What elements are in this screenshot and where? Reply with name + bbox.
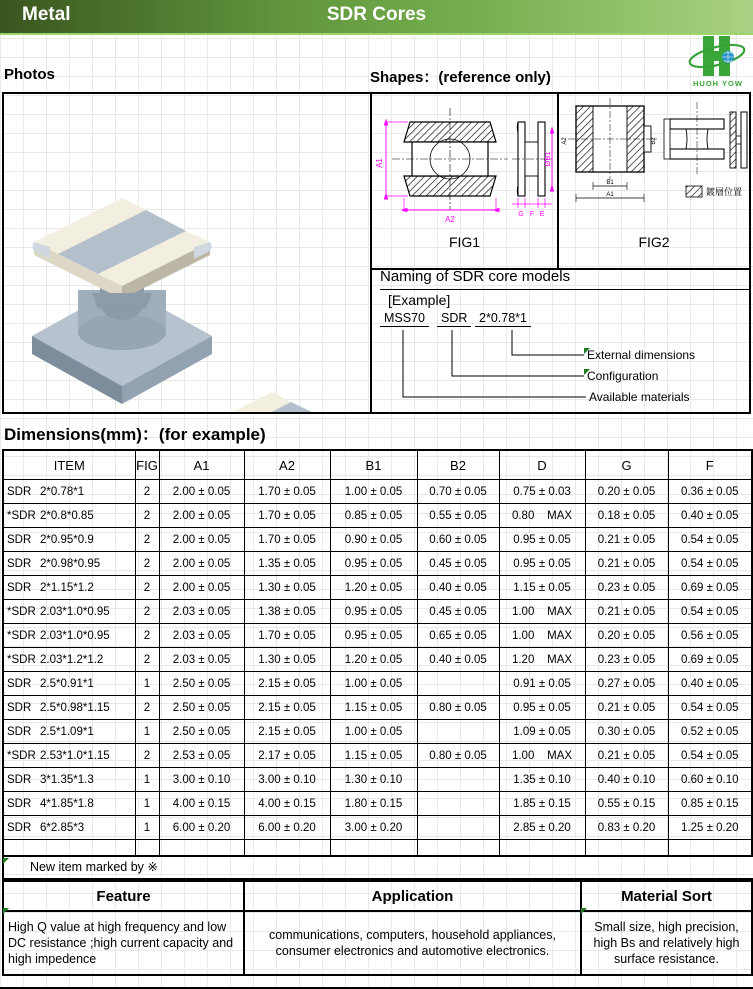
value-cell: 2.15 ± 0.05 — [244, 720, 330, 744]
fig2-drawing — [560, 94, 749, 232]
value-cell: 1.30 ± 0.05 — [244, 576, 330, 600]
naming-part-configuration: SDR — [437, 311, 471, 327]
empty-cell — [135, 840, 159, 857]
comment-marker-icon — [581, 908, 587, 914]
value-cell: 0.95 ± 0.05 — [499, 696, 585, 720]
value-cell: 2.85 ± 0.20 — [499, 816, 585, 840]
new-item-note: New item marked by ※ — [2, 857, 753, 880]
value-cell: 0.70 ± 0.05 — [417, 480, 499, 504]
fig-cell: 2 — [135, 600, 159, 624]
value-cell — [417, 816, 499, 840]
item-cell: *SDR 2.03*1.2*1.2 — [3, 648, 135, 672]
column-header: A2 — [244, 450, 330, 480]
fig-cell: 1 — [135, 768, 159, 792]
value-cell: 1.35 ± 0.05 — [244, 552, 330, 576]
item-cell: SDR 3*1.35*1.3 — [3, 768, 135, 792]
value-cell: 1.15 ± 0.05 — [330, 696, 417, 720]
info-content-row — [3, 911, 752, 975]
value-cell: 0.85 ± 0.05 — [330, 504, 417, 528]
value-cell: 1.70 ± 0.05 — [244, 480, 330, 504]
column-header: FIG — [135, 450, 159, 480]
value-cell: 1.00 MAX — [499, 600, 585, 624]
value-cell: 6.00 ± 0.20 — [244, 816, 330, 840]
callout-configuration: Configuration — [587, 369, 659, 383]
svg-text:A1: A1 — [375, 158, 384, 168]
empty-row — [3, 840, 752, 857]
value-cell: 2.00 ± 0.05 — [159, 552, 244, 576]
value-cell: 1.85 ± 0.15 — [499, 792, 585, 816]
value-cell: 0.54 ± 0.05 — [668, 600, 752, 624]
value-cell: 0.45 ± 0.05 — [417, 552, 499, 576]
naming-part-dimensions: 2*0.78*1 — [475, 311, 531, 327]
value-cell: 0.40 ± 0.05 — [417, 576, 499, 600]
fig1-drawing — [372, 94, 557, 232]
column-header: ITEM — [3, 450, 135, 480]
column-header: G — [585, 450, 668, 480]
fig-cell: 1 — [135, 672, 159, 696]
item-cell: SDR 2*0.78*1 — [3, 480, 135, 504]
info-table — [2, 880, 753, 976]
value-cell: 0.55 ± 0.15 — [585, 792, 668, 816]
value-cell: 1.20 ± 0.05 — [330, 576, 417, 600]
svg-text:A1: A1 — [606, 192, 614, 198]
value-cell: 0.54 ± 0.05 — [668, 744, 752, 768]
item-cell: *SDR 2.53*1.0*1.15 — [3, 744, 135, 768]
value-cell: 0.85 ± 0.15 — [668, 792, 752, 816]
empty-cell — [668, 840, 752, 857]
fig-cell: 1 — [135, 792, 159, 816]
naming-title: Naming of SDR core models — [380, 268, 749, 290]
table-row — [3, 816, 752, 840]
svg-text:F: F — [529, 211, 535, 218]
callout-external-dimensions: External dimensions — [587, 348, 696, 362]
fig-cell: 2 — [135, 504, 159, 528]
table-row — [3, 720, 752, 744]
column-header: B2 — [417, 450, 499, 480]
value-cell: 0.69 ± 0.05 — [668, 648, 752, 672]
dimensions-heading: Dimensions(mm)：(for example) — [4, 425, 266, 444]
value-cell: 0.27 ± 0.05 — [585, 672, 668, 696]
column-header: B1 — [330, 450, 417, 480]
value-cell: 0.83 ± 0.20 — [585, 816, 668, 840]
value-cell: 1.70 ± 0.05 — [244, 504, 330, 528]
value-cell: 0.95 ± 0.05 — [499, 552, 585, 576]
empty-cell — [159, 840, 244, 857]
value-cell: 1.30 ± 0.10 — [330, 768, 417, 792]
naming-part-materials: MSS70 — [380, 311, 429, 327]
table-row — [3, 648, 752, 672]
value-cell: 0.75 ± 0.03 — [499, 480, 585, 504]
value-cell: 1.00 ± 0.05 — [330, 720, 417, 744]
item-cell: SDR 2.5*0.98*1.15 — [3, 696, 135, 720]
column-header: F — [668, 450, 752, 480]
photo-plate-core — [209, 392, 352, 412]
value-cell: 0.36 ± 0.05 — [668, 480, 752, 504]
value-cell: 0.21 ± 0.05 — [585, 552, 668, 576]
table-row — [3, 504, 752, 528]
value-cell: 0.60 ± 0.10 — [668, 768, 752, 792]
value-cell: 0.40 ± 0.05 — [417, 648, 499, 672]
value-cell: 1.30 ± 0.05 — [244, 648, 330, 672]
value-cell: 0.91 ± 0.05 — [499, 672, 585, 696]
value-cell: 0.18 ± 0.05 — [585, 504, 668, 528]
value-cell: 2.00 ± 0.05 — [159, 504, 244, 528]
empty-cell — [330, 840, 417, 857]
value-cell: 2.50 ± 0.05 — [159, 720, 244, 744]
value-cell: 4.00 ± 0.15 — [159, 792, 244, 816]
value-cell: 0.95 ± 0.05 — [330, 552, 417, 576]
table-row — [3, 552, 752, 576]
value-cell — [417, 792, 499, 816]
value-cell: 1.00 ± 0.05 — [330, 480, 417, 504]
comment-marker-icon — [3, 908, 9, 914]
value-cell: 1.38 ± 0.05 — [244, 600, 330, 624]
item-cell: *SDR 2*0.8*0.85 — [3, 504, 135, 528]
naming-callout-lines — [370, 266, 749, 412]
value-cell: 1.15 ± 0.05 — [330, 744, 417, 768]
empty-cell — [499, 840, 585, 857]
dimensions-table — [2, 449, 753, 857]
fig-cell: 2 — [135, 744, 159, 768]
table-row — [3, 528, 752, 552]
fig-cell: 2 — [135, 648, 159, 672]
value-cell: 0.40 ± 0.05 — [668, 504, 752, 528]
item-cell: SDR 2.5*1.09*1 — [3, 720, 135, 744]
table-row — [3, 600, 752, 624]
svg-text:A2: A2 — [562, 137, 568, 145]
value-cell: 1.20 ± 0.05 — [330, 648, 417, 672]
table-row — [3, 672, 752, 696]
value-cell: 0.45 ± 0.05 — [417, 600, 499, 624]
svg-text:A2: A2 — [445, 215, 455, 224]
svg-text:B1: B1 — [606, 180, 614, 186]
item-cell: SDR 2*0.98*0.95 — [3, 552, 135, 576]
value-cell: 2.03 ± 0.05 — [159, 600, 244, 624]
value-cell: 0.21 ± 0.05 — [585, 528, 668, 552]
fig-cell: 1 — [135, 816, 159, 840]
fig-cell: 2 — [135, 696, 159, 720]
dimensions-table-body — [3, 480, 752, 857]
value-cell: 2.50 ± 0.05 — [159, 696, 244, 720]
value-cell: 0.54 ± 0.05 — [668, 552, 752, 576]
value-cell: 4.00 ± 0.15 — [244, 792, 330, 816]
value-cell — [417, 672, 499, 696]
value-cell: 0.54 ± 0.05 — [668, 528, 752, 552]
fig-cell: 2 — [135, 576, 159, 600]
naming-example: [Example] — [388, 292, 451, 308]
material-text: Small size, high precision, high Bs and relatively high surface resistance. — [581, 911, 752, 975]
plating-legend — [686, 186, 742, 197]
value-cell: 1.00 MAX — [499, 744, 585, 768]
value-cell: 0.95 ± 0.05 — [499, 528, 585, 552]
value-cell: 0.60 ± 0.05 — [417, 528, 499, 552]
value-cell: 2.00 ± 0.05 — [159, 528, 244, 552]
svg-text:E: E — [539, 211, 545, 218]
comment-marker-icon — [584, 369, 590, 375]
item-cell: *SDR 2.03*1.0*0.95 — [3, 624, 135, 648]
value-cell: 0.69 ± 0.05 — [668, 576, 752, 600]
empty-cell — [3, 840, 135, 857]
value-cell — [417, 768, 499, 792]
table-row — [3, 768, 752, 792]
item-cell: *SDR 2.03*1.0*0.95 — [3, 600, 135, 624]
value-cell: 0.56 ± 0.05 — [668, 624, 752, 648]
value-cell: 1.80 ± 0.15 — [330, 792, 417, 816]
table-row — [3, 624, 752, 648]
value-cell: 0.21 ± 0.05 — [585, 744, 668, 768]
company-logo — [686, 34, 750, 92]
value-cell: 0.95 ± 0.05 — [330, 624, 417, 648]
value-cell: 0.21 ± 0.05 — [585, 600, 668, 624]
value-cell — [417, 720, 499, 744]
shapes-heading: Shapes：(reference only) — [370, 69, 551, 86]
value-cell: 6.00 ± 0.20 — [159, 816, 244, 840]
value-cell: 0.30 ± 0.05 — [585, 720, 668, 744]
item-cell: SDR 4*1.85*1.8 — [3, 792, 135, 816]
svg-text:G: G — [518, 211, 524, 218]
page-title: SDR Cores — [326, 4, 427, 25]
item-cell: SDR 2*1.15*1.2 — [3, 576, 135, 600]
svg-text:B2: B2 — [651, 137, 657, 145]
item-cell: SDR 2*0.95*0.9 — [3, 528, 135, 552]
value-cell: 2.50 ± 0.05 — [159, 672, 244, 696]
value-cell: 0.54 ± 0.05 — [668, 696, 752, 720]
callout-available-materials: Available materials — [589, 390, 690, 404]
value-cell: 1.20 MAX — [499, 648, 585, 672]
value-cell: 0.20 ± 0.05 — [585, 624, 668, 648]
value-cell: 3.00 ± 0.20 — [330, 816, 417, 840]
value-cell: 2.15 ± 0.05 — [244, 696, 330, 720]
item-cell: SDR 6*2.85*3 — [3, 816, 135, 840]
fig2-label: FIG2 — [638, 234, 670, 250]
value-cell: 0.80 MAX — [499, 504, 585, 528]
value-cell: 2.17 ± 0.05 — [244, 744, 330, 768]
fig-cell: 1 — [135, 720, 159, 744]
item-cell: SDR 2.5*0.91*1 — [3, 672, 135, 696]
value-cell: 1.09 ± 0.05 — [499, 720, 585, 744]
table-row — [3, 696, 752, 720]
title-banner — [0, 0, 753, 35]
photos-panel — [2, 92, 372, 414]
value-cell: 0.23 ± 0.05 — [585, 648, 668, 672]
value-cell: 2.03 ± 0.05 — [159, 624, 244, 648]
fig-cell: 2 — [135, 552, 159, 576]
table-row — [3, 792, 752, 816]
svg-text:ØB1: ØB1 — [543, 151, 552, 167]
value-cell: 1.00 ± 0.05 — [330, 672, 417, 696]
svg-text:鍍層位置: 鍍層位置 — [706, 187, 743, 197]
value-cell: 0.40 ± 0.10 — [585, 768, 668, 792]
fig-cell: 2 — [135, 480, 159, 504]
value-cell: 1.70 ± 0.05 — [244, 624, 330, 648]
column-header: A1 — [159, 450, 244, 480]
value-cell: 2.15 ± 0.05 — [244, 672, 330, 696]
value-cell: 0.21 ± 0.05 — [585, 696, 668, 720]
value-cell: 2.03 ± 0.05 — [159, 648, 244, 672]
value-cell: 0.40 ± 0.05 — [668, 672, 752, 696]
value-cell: 0.52 ± 0.05 — [668, 720, 752, 744]
category-label: Metal — [22, 4, 71, 25]
column-header: D — [499, 450, 585, 480]
value-cell: 2.53 ± 0.05 — [159, 744, 244, 768]
value-cell: 0.80 ± 0.05 — [417, 696, 499, 720]
value-cell: 1.15 ± 0.05 — [499, 576, 585, 600]
empty-cell — [244, 840, 330, 857]
value-cell: 2.00 ± 0.05 — [159, 576, 244, 600]
material-header: Material Sort — [581, 881, 752, 911]
photos-heading: Photos — [4, 66, 55, 83]
value-cell: 2.00 ± 0.05 — [159, 480, 244, 504]
application-header: Application — [244, 881, 581, 911]
table-row — [3, 576, 752, 600]
fig-cell: 2 — [135, 528, 159, 552]
product-photo-render — [4, 94, 370, 412]
comment-marker-icon — [3, 858, 9, 864]
value-cell: 3.00 ± 0.10 — [244, 768, 330, 792]
value-cell: 0.23 ± 0.05 — [585, 576, 668, 600]
feature-text: High Q value at high frequency and low DC resistance ;high current capacity and high impedence — [3, 911, 244, 975]
value-cell: 0.55 ± 0.05 — [417, 504, 499, 528]
value-cell: 0.20 ± 0.05 — [585, 480, 668, 504]
feature-header: Feature — [3, 881, 244, 911]
value-cell: 0.80 ± 0.05 — [417, 744, 499, 768]
logo-wordmark: HUOH YOW — [693, 79, 743, 88]
value-cell: 0.90 ± 0.05 — [330, 528, 417, 552]
comment-marker-icon — [584, 348, 590, 354]
value-cell: 0.95 ± 0.05 — [330, 600, 417, 624]
value-cell: 0.65 ± 0.05 — [417, 624, 499, 648]
fig1-label: FIG1 — [448, 234, 481, 250]
value-cell: 1.00 MAX — [499, 624, 585, 648]
application-text: communications, computers, household appliances, consumer electronics and automotive electronics. — [244, 911, 581, 975]
empty-cell — [417, 840, 499, 857]
table-header-row — [3, 450, 752, 480]
table-row — [3, 744, 752, 768]
value-cell: 1.35 ± 0.10 — [499, 768, 585, 792]
empty-cell — [585, 840, 668, 857]
fig-cell: 2 — [135, 624, 159, 648]
info-header-row — [3, 881, 752, 911]
photo-drum-core — [32, 198, 212, 404]
logo-monogram-icon — [686, 34, 750, 78]
value-cell: 1.25 ± 0.20 — [668, 816, 752, 840]
table-row — [3, 480, 752, 504]
value-cell: 3.00 ± 0.10 — [159, 768, 244, 792]
value-cell: 1.70 ± 0.05 — [244, 528, 330, 552]
